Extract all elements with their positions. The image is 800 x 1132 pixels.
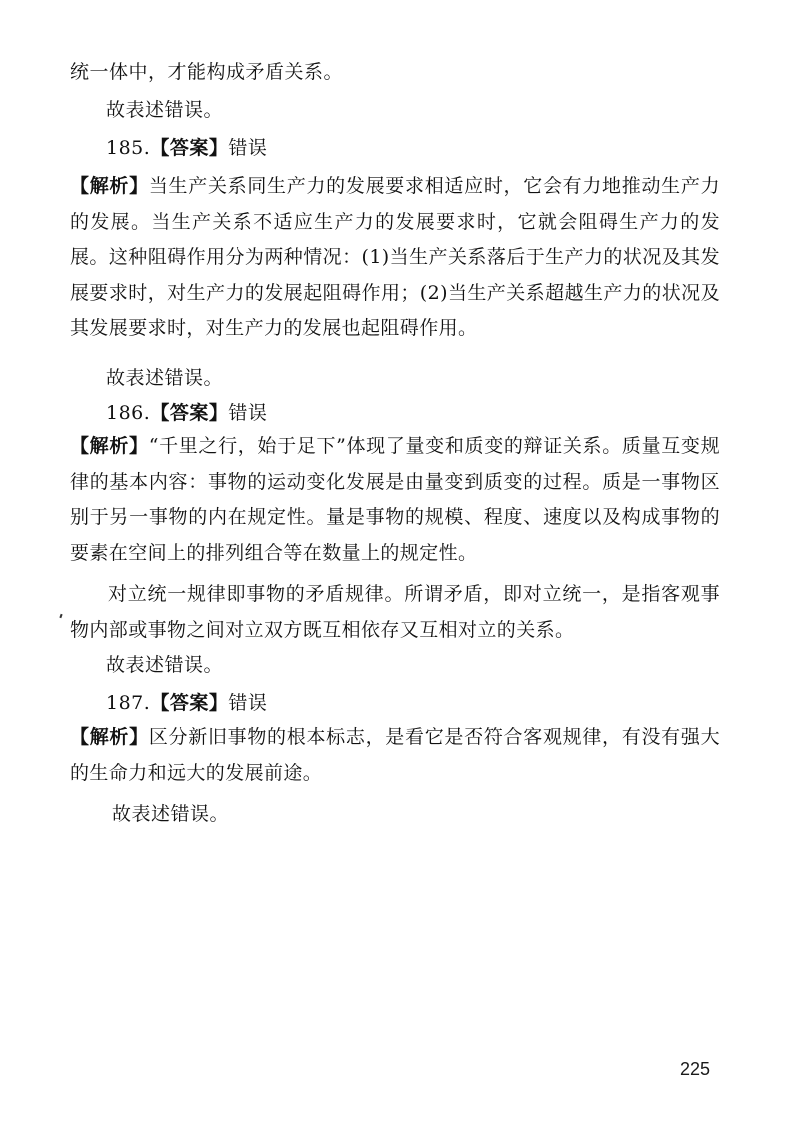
item-185-answer-line: [106, 134, 267, 162]
item-187-number: 187.: [106, 692, 151, 714]
item-186-analysis-2-text: 对立统一规律即事物的矛盾规律。所谓矛盾，即对立统一，是指客观事物内部或事物之间对立双方既互相依存又互相对立的关系。: [70, 583, 720, 641]
item-187-answer: 错误: [228, 692, 268, 714]
item-187-analysis-text: 区分新旧事物的根本标志，是看它是否符合客观规律，有没有强大的生命力和远大的发展前途。: [70, 726, 720, 784]
item-186-analysis-text: “千里之行，始于足下”体现了量变和质变的辩证关系。质量互变规律的基本内容：事物的运动变化发展是由量变到质变的过程。质是一事物区别于另一事物的内在规定性。量是事物的规模、程度、速度以及构成事物的要素在空间上的排列组合等在数量上的规定性。: [70, 435, 720, 564]
item-185-analysis: [70, 169, 720, 347]
item-185-analysis-text: 当生产关系同生产力的发展要求相适应时，它会有力地推动生产力的发展。当生产关系不适应生产力的发展要求时，它就会阻碍生产力的发展。这种阻碍作用分为两种情况：(1)当生产关系落后于生产力的状况及其发展要求时，对生产力的发展起阻碍作用；(2)当生产关系超越生产力的状况及其发展要求时，对生产力的发展也起阻碍作用。: [70, 175, 720, 339]
item-187-analysis-tag: 【解析】: [70, 726, 149, 748]
page-number: 225: [680, 1059, 711, 1079]
item-185-analysis-tag: 【解析】: [70, 175, 149, 197]
item-185-conclusion: 故表述错误。: [106, 367, 224, 389]
item-186-answer: 错误: [228, 402, 268, 424]
scan-speck: [59, 614, 62, 618]
item-186-answer-line: [106, 399, 267, 427]
item-185-answer-tag: 【答案】: [150, 137, 229, 159]
item-186-conclusion: 故表述错误。: [106, 654, 224, 676]
item-186-answer-tag: 【答案】: [150, 402, 229, 424]
item-186-number: 186.: [106, 402, 151, 424]
conclusion-184: 故表述错误。: [106, 99, 224, 121]
item-187-answer-tag: 【答案】: [150, 692, 229, 714]
item-186-analysis: [70, 429, 720, 571]
item-186-analysis-2: [70, 577, 720, 648]
item-186-analysis-tag: 【解析】: [70, 435, 149, 457]
item-187-conclusion: 故表述错误。: [112, 803, 230, 825]
continuation-line: 统一体中，才能构成矛盾关系。: [70, 61, 344, 83]
item-185-number: 185.: [106, 137, 151, 159]
item-187-analysis: [70, 720, 720, 791]
item-185-answer: 错误: [228, 137, 268, 159]
item-187-answer-line: [106, 689, 267, 717]
